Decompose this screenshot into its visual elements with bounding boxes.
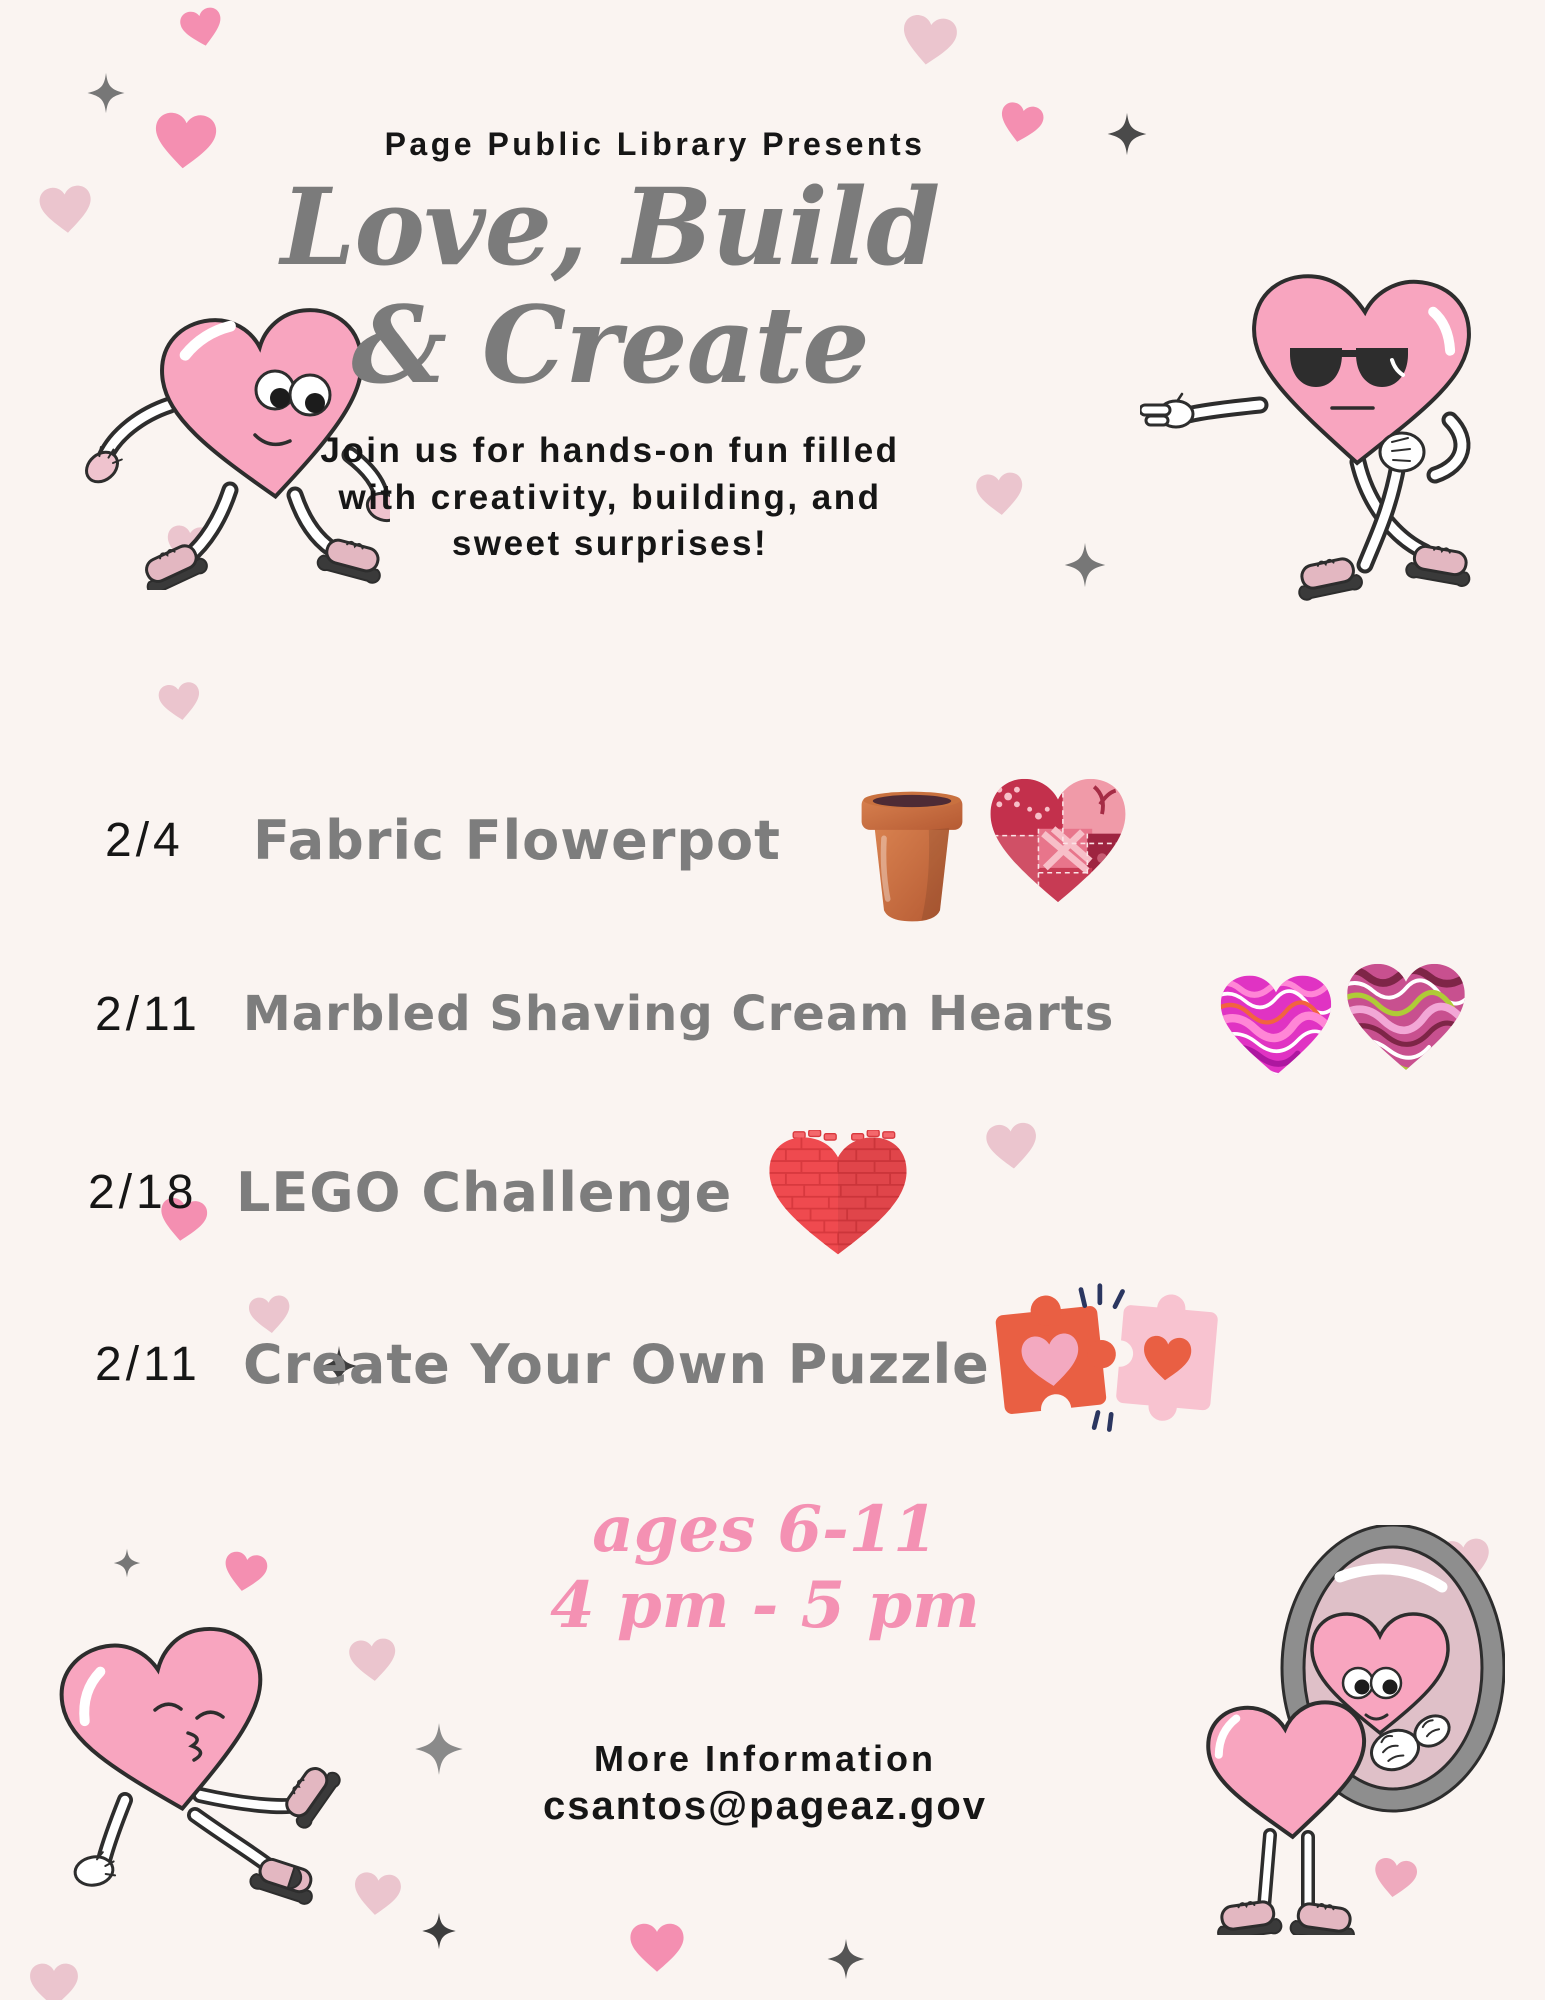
- lego-heart-icon: [760, 1130, 916, 1258]
- patchwork-heart-icon: [984, 775, 1132, 907]
- event-title: Marbled Shaving Cream Hearts: [243, 986, 1115, 1042]
- page-title-line2: & Create: [351, 282, 869, 407]
- subtitle: [110, 428, 1110, 568]
- cool-heart-character: [1140, 270, 1495, 615]
- event-row: [88, 1160, 732, 1224]
- flowerpot-icon: [856, 786, 968, 928]
- event-date: 2/11: [95, 987, 201, 1041]
- contact-label: More Information: [594, 1738, 936, 1779]
- heart-icon: [983, 1120, 1041, 1174]
- contact-email: csantos@pageaz.gov: [542, 1784, 987, 1828]
- event-title: LEGO Challenge: [236, 1160, 733, 1224]
- heart-icon: [176, 4, 227, 52]
- heart-icon: [28, 1962, 80, 2000]
- ages-text: ages 6-11: [592, 1492, 938, 1567]
- marbled-heart-icon: [1215, 972, 1337, 1080]
- heart-icon: [155, 679, 204, 725]
- event-date: 2/18: [88, 1165, 198, 1219]
- sparkle-icon: [420, 1912, 458, 1950]
- heart-icon: [246, 1293, 294, 1337]
- subtitle-line: Join us for hands-on fun filled: [320, 431, 900, 470]
- heart-icon: [219, 1548, 271, 1596]
- subtitle-line: with creativity, building, and: [338, 477, 882, 517]
- event-row: [105, 808, 781, 872]
- marbled-heart-icon: [1342, 960, 1470, 1075]
- event-title: Fabric Flowerpot: [253, 808, 781, 872]
- sparkle-icon: [112, 1548, 142, 1578]
- time-text: 4 pm - 5 pm: [550, 1568, 980, 1643]
- puzzle-pieces-icon: [990, 1282, 1222, 1438]
- event-row: [95, 1332, 990, 1396]
- presenter-line: Page Public Library Presents: [384, 126, 926, 162]
- heart-icon: [897, 11, 962, 71]
- event-date: 2/11: [95, 1337, 201, 1391]
- event-title: Create Your Own Puzzle: [243, 1332, 990, 1396]
- sparkle-icon: [85, 72, 127, 114]
- heart-icon: [628, 1922, 686, 1974]
- subtitle-line: sweet surprises!: [451, 524, 769, 564]
- event-date: 2/4: [105, 813, 184, 867]
- event-row: [95, 982, 1114, 1046]
- sparkle-icon: [825, 1938, 867, 1980]
- heart-icon: [36, 183, 96, 238]
- page-title-line1: Love, Build: [280, 164, 940, 289]
